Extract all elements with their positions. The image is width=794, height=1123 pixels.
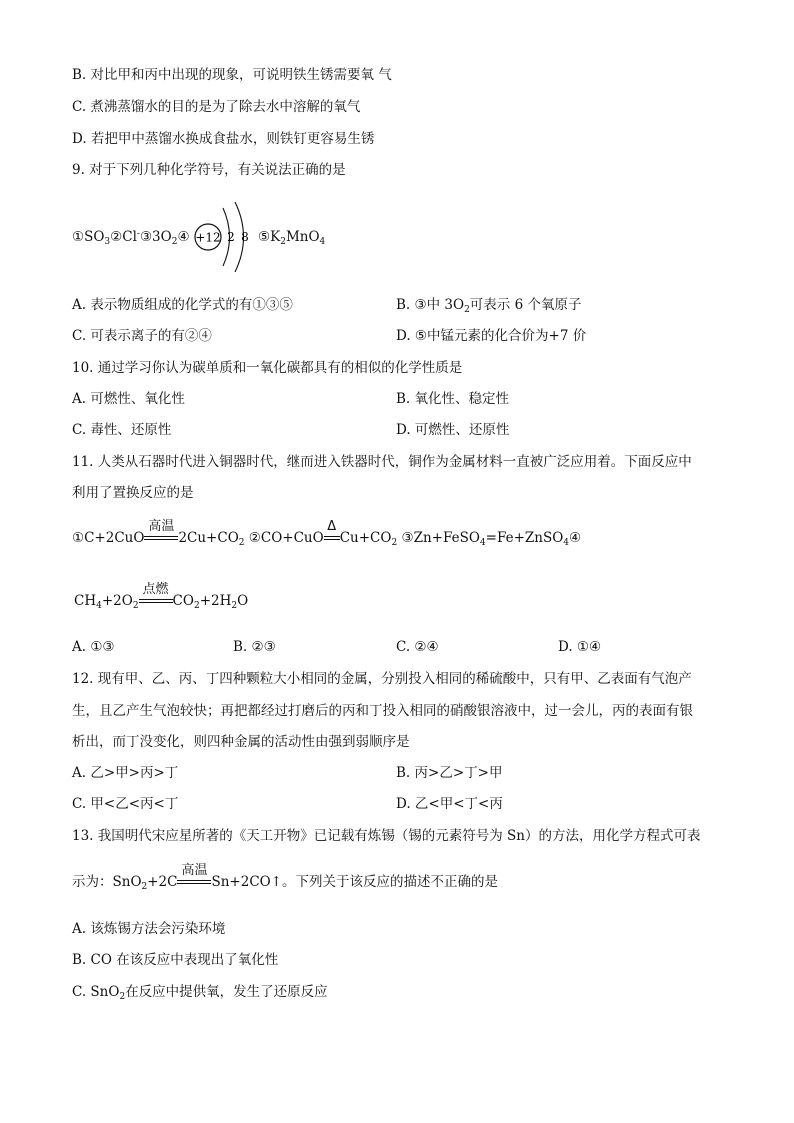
q11-equations: ①C+2CuO 高温 $2Cu+CO_2$ ②CO+CuO Δ $Cu+CO_2$ ③Zn+FeSO$_4$=Fe+ZnSO$_4$④	[72, 518, 582, 548]
q10-option-c: C. 毒性、还原性	[72, 422, 172, 438]
cond-heat: Δ	[324, 530, 340, 548]
shell-2-count: 8	[241, 230, 249, 244]
nucleus-charge: +12	[195, 230, 221, 245]
q11-option-c: C. ②④	[396, 639, 439, 655]
q9-stem: 9. 对于下列几种化学符号，有关说法正确的是	[72, 162, 346, 178]
q9-option-a: A. 表示物质组成的化学式的有①③⑤	[72, 297, 293, 313]
q11-stem-line-1: 11. 人类从石器时代进入铜器时代，继而进入铁器时代，铜作为金属材料一直被广泛应用着。下面反应中	[72, 454, 692, 470]
atom-structure-diagram	[190, 200, 260, 272]
q13-stem-line-1: 13. 我国明代宋应星所著的《天工开物》已记载有炼锡（锡的元素符号为 Sn）的方法，用化学方程式可表	[72, 828, 701, 844]
shell-1-count: 2	[227, 230, 235, 244]
cond-high-temp-1: 高温	[144, 530, 178, 548]
q12-stem-line-3: 析出，而丁没变化，则四种金属的活动性由强到弱顺序是	[72, 734, 410, 750]
q9-option-d: D. ⑤中锰元素的化合价为+7 价	[396, 328, 587, 344]
q12-option-a: A. 乙>甲>丙>丁	[72, 765, 179, 781]
q8-option-b: B. 对比甲和丙中出现的现象，可说明铁生锈需要氧 气	[72, 67, 392, 83]
q11-option-d: D. ①④	[558, 639, 602, 655]
q9-option-b: B. ③中 $3O_2$可表示 6 个氧原子	[396, 297, 582, 315]
q11-option-b: B. ②③	[233, 639, 276, 655]
q10-option-a: A. 可燃性、氧化性	[72, 391, 185, 407]
q12-stem-line-1: 12. 现有甲、乙、丙、丁四种颗粒大小相同的金属，分别投入相同的稀硫酸中，只有甲、乙表面有气泡产	[72, 671, 692, 687]
q13-option-a: A. 该炼锡方法会污染环境	[72, 921, 226, 937]
q11-option-a: A. ①③	[72, 639, 115, 655]
q8-option-c: C. 煮沸蒸馏水的目的是为了除去水中溶解的氧气	[72, 99, 361, 115]
q9-option-c: C. 可表示离子的有②④	[72, 328, 212, 344]
q12-option-d: D. 乙<甲<丁<丙	[396, 796, 503, 812]
cond-high-temp-2: 高温	[177, 874, 211, 892]
q10-option-b: B. 氧化性、稳定性	[396, 391, 510, 407]
q10-option-d: D. 可燃性、还原性	[396, 422, 510, 438]
q10-stem: 10. 通过学习你认为碳单质和一氧化碳都具有的相似的化学性质是	[72, 360, 463, 376]
q9-symbols: $①SO_3②Cl^-③3O_2④$	[72, 229, 190, 247]
q8-option-d: D. 若把甲中蒸馏水换成食盐水，则铁钉更容易生锈	[72, 131, 375, 147]
q13-option-b: B. CO 在该反应中表现出了氧化性	[72, 952, 279, 968]
q13-option-c: C. SnO$_2$在反应中提供氧，发生了还原反应	[72, 984, 328, 1002]
q13-stem-line-2: 示为：SnO$_2$+2C 高温 Sn+2CO↑。下列关于该反应的描述不正确的是	[72, 862, 499, 892]
q9-symbol-5: $⑤K_2MnO_4$	[258, 229, 326, 247]
q11-stem-line-2: 利用了置换反应的是	[72, 485, 194, 501]
q12-option-b: B. 丙>乙>丁>甲	[396, 765, 503, 781]
q11-equation-4: $CH_4+2O_2$ 点燃 $CO_2+2H_2O$	[74, 581, 249, 611]
q12-stem-line-2: 生，且乙产生气泡较快；再把都经过打磨后的丙和丁投入相同的硝酸银溶液中，过一会儿，丙的表面有银	[72, 703, 693, 719]
q12-option-c: C. 甲<乙<丙<丁	[72, 796, 179, 812]
cond-ignite: 点燃	[139, 593, 173, 611]
